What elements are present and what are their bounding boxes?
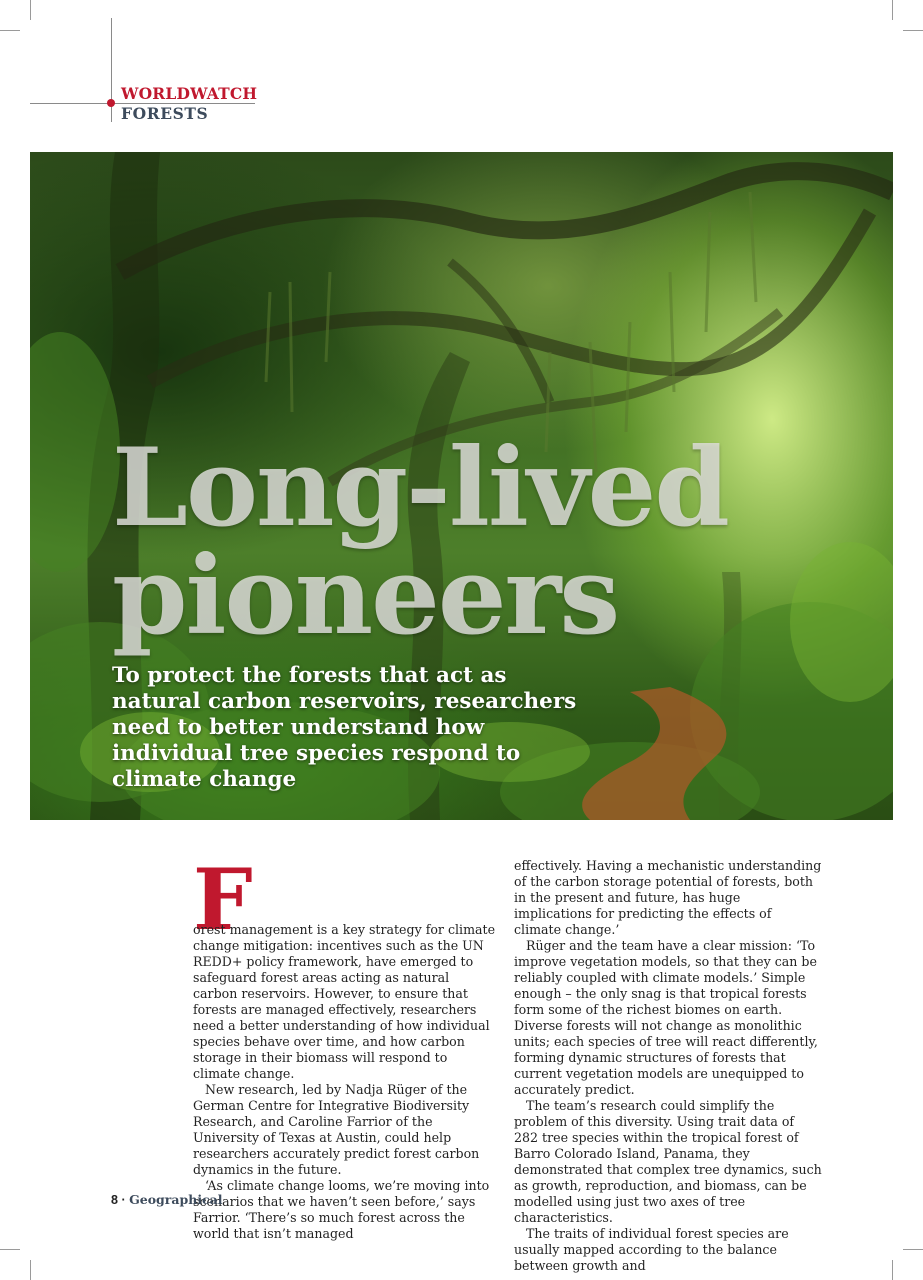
crop-mark — [903, 1249, 923, 1250]
crop-mark — [892, 1260, 893, 1280]
kicker-label: WORLDWATCH — [121, 84, 258, 103]
article-column-2 — [514, 858, 822, 1274]
publication-name: Geographical — [129, 1192, 223, 1207]
crop-mark — [892, 0, 893, 20]
paragraph: The team’s research could simplify the problem of this diversity. Using trait data of 282 tree species within the tropical forest of Barro Colorado Island, Panama, they demonstrated that complex tree dynamics, such as growth, reproduction, and biomass, can be modelled using just two axes of tree characteristics. — [514, 1098, 822, 1225]
crop-mark — [30, 1260, 31, 1280]
hero-image — [30, 152, 893, 820]
paragraph: The traits of individual forest species are usually mapped according to the balance between growth and — [514, 1226, 789, 1273]
crop-mark — [0, 30, 20, 31]
page-footer — [111, 1192, 223, 1207]
standfirst: To protect the forests that act as natural carbon reservoirs, researchers need to better understand how individual tree species respond to climate change — [112, 663, 577, 792]
crop-mark — [903, 30, 923, 31]
crop-mark — [0, 1249, 20, 1250]
paragraph: effectively. Having a mechanistic understanding of the carbon storage potential of forests, both in the present and future, has huge implications for predicting the effects of climate change.’ — [514, 858, 822, 937]
section-label: FORESTS — [121, 104, 209, 123]
page-number: 8 — [111, 1193, 118, 1207]
paragraph: New research, led by Nadja Rüger of the German Centre for Integrative Biodiversity Research, and Caroline Farrior of the University of Texas at Austin, could help researchers accurately predict forest carbon dynamics in the future. — [193, 1082, 480, 1177]
paragraph: Rüger and the team have a clear mission: ‘To improve vegetation models, so that they can be reliably coupled with climate models.’ Simple enough – the only snag is that tropical forests form some of the richest biomes on earth. Diverse forests will not change as monolithic units; each species of tree will react differently, forming dynamic structures of forests that current vegetation models are unequipped to accurately predict. — [514, 938, 818, 1097]
headline-line-1: Long-lived — [112, 425, 728, 551]
header-dot — [107, 99, 115, 107]
headline — [112, 425, 728, 659]
paragraph: orest management is a key strategy for climate change mitigation: incentives such as the UN REDD+ policy framework, have emerged to safeguard forest areas acting as natural carbon reservoirs. However, to ensure that forests are managed effectively, researchers need a better understanding of how individual species behave over time, and how carbon storage in their biomass will respond to climate change. — [193, 922, 496, 1081]
drop-cap: F — [193, 850, 253, 949]
paragraph: ‘As climate change looms, we’re moving into scenarios that we haven’t seen before,’ says Farrior. ‘There’s so much forest across the world that isn’t managed — [193, 1178, 490, 1241]
crop-mark — [30, 0, 31, 20]
headline-line-2: pioneers — [112, 533, 619, 659]
folio-separator: · — [121, 1193, 126, 1207]
article-column-1 — [193, 922, 496, 1242]
